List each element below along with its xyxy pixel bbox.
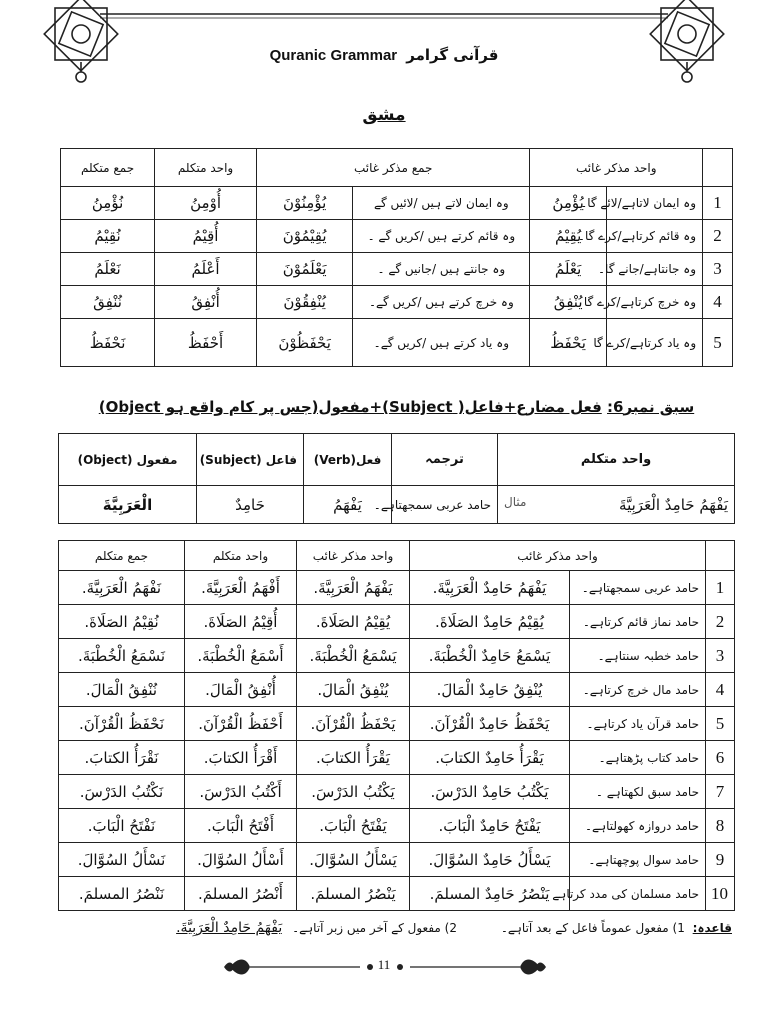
col-number bbox=[706, 541, 735, 571]
arabic-he: يَقْرَأُ الكتابَ. bbox=[297, 741, 410, 775]
table-row bbox=[61, 319, 733, 367]
example-verb: يَفْهَمُ bbox=[304, 486, 392, 524]
arabic-they: يُنْفِقُوْنَ bbox=[256, 286, 352, 319]
arabic-we: نَحْفَظُ bbox=[61, 319, 155, 367]
arabic-we: نَكْتُبُ الدَرْسَ. bbox=[59, 775, 185, 809]
urdu-translation: حامد قرآن یاد کرتاہے۔ bbox=[570, 707, 706, 741]
meaning-they: وہ یاد کرتے ہیں /کریں گے۔ bbox=[353, 319, 530, 367]
header-translation: ترجمہ bbox=[392, 434, 498, 486]
header-we: جمع متکلم bbox=[61, 149, 155, 187]
lesson-text: فعل مضارع+فاعل( Subject)+مفعول(جس پر کام واقع ہو Object) bbox=[98, 398, 602, 416]
arabic-i: أُقِيْمُ الصَلَاةَ. bbox=[185, 605, 297, 639]
arabic-i: أُنْفِقُ bbox=[155, 286, 257, 319]
page-number: 11 bbox=[377, 957, 391, 972]
arabic-they: يُؤْمِنُوْنَ bbox=[256, 187, 352, 220]
urdu-translation: حامد خطبہ سنتاہے۔ bbox=[570, 639, 706, 673]
header-i: واحد متکلم bbox=[185, 541, 297, 571]
arabic-they: يَعْلَمُوْنَ bbox=[256, 253, 352, 286]
arabic-we: نَسْأَلُ السُوَّالَ. bbox=[59, 843, 185, 877]
arabic-i: أَسْأَلُ السُوَّالَ. bbox=[185, 843, 297, 877]
table-row bbox=[59, 605, 735, 639]
arabic-i: أُنْفِقُ الْمَالَ. bbox=[185, 673, 297, 707]
row-number: 3 bbox=[706, 639, 735, 673]
header-subject: فاعل (Subject) bbox=[197, 434, 304, 486]
table-row bbox=[59, 673, 735, 707]
table3-body bbox=[59, 571, 735, 911]
arabic-he: يَفْهَمُ الْعَرَبِيَّةَ. bbox=[297, 571, 410, 605]
arabic-he: يُنْفِقُ الْمَالَ. bbox=[297, 673, 410, 707]
table-example bbox=[58, 433, 735, 524]
header-i: واحد متکلم bbox=[155, 149, 257, 187]
meaning-he: وہ یاد کرتاہے/کرے گا bbox=[606, 319, 702, 367]
arabic-sentence: يَكْتُبُ حَامِدٌ الدَرْسَ. bbox=[410, 775, 570, 809]
urdu-translation: حامد نماز قائم کرتاہے۔ bbox=[570, 605, 706, 639]
lesson-heading bbox=[60, 398, 733, 416]
row-number: 2 bbox=[706, 605, 735, 639]
arabic-sentence: يَفْهَمُ حَامِدٌ الْعَرَبِيَّةَ. bbox=[410, 571, 570, 605]
urdu-translation: حامد مال خرچ کرتاہے۔ bbox=[570, 673, 706, 707]
arabic-sentence: يُقِيْمُ حَامِدٌ الصَلَاةَ. bbox=[410, 605, 570, 639]
row-number: 2 bbox=[703, 220, 733, 253]
arabic-i: أَفْهَمُ الْعَرَبِيَّةَ. bbox=[185, 571, 297, 605]
rule-line bbox=[60, 920, 732, 936]
rule-label: قاعدہ: bbox=[692, 921, 732, 935]
row-number: 1 bbox=[706, 571, 735, 605]
arabic-i: أُقِيْمُ bbox=[155, 220, 257, 253]
left-star-ornament-icon bbox=[44, 0, 118, 82]
table-row bbox=[59, 741, 735, 775]
arabic-we: نَنْصُرُ المسلمَ. bbox=[59, 877, 185, 911]
arabic-he: يَحْفَظُ الْقُرْآنَ. bbox=[297, 707, 410, 741]
table-row bbox=[59, 775, 735, 809]
arabic-he: يَنْصُرُ المسلمَ. bbox=[297, 877, 410, 911]
meaning-he: وہ قائم کرتاہے/کرے گا۔ bbox=[606, 220, 702, 253]
meaning-they: وہ خرچ کرتے ہیں /کریں گے۔ bbox=[353, 286, 530, 319]
arabic-i: أَسْمَعُ الْخُطْبَةَ. bbox=[185, 639, 297, 673]
arabic-they: يُقِيْمُوْنَ bbox=[256, 220, 352, 253]
header-verb: فعل(Verb) bbox=[304, 434, 392, 486]
table-exercise-conjugation bbox=[60, 148, 733, 367]
arabic-sentence: يَنْصُرُ حَامِدٌ المسلمَ. bbox=[410, 877, 570, 911]
example-object: الْعَرَبِيَّةَ bbox=[59, 486, 197, 524]
header-singular-first-person: واحد متکلم bbox=[498, 434, 735, 486]
arabic-i: أَقْرَأُ الكتابَ. bbox=[185, 741, 297, 775]
row-number: 1 bbox=[703, 187, 733, 220]
arabic-we: نَفْتَحُ الْبَابَ. bbox=[59, 809, 185, 843]
row-number: 3 bbox=[703, 253, 733, 286]
arabic-i: أَنْصُرُ المسلمَ. bbox=[185, 877, 297, 911]
arabic-he: يَسْمَعُ الْخُطْبَةَ. bbox=[297, 639, 410, 673]
arabic-he: يُنْفِقُ bbox=[530, 286, 606, 319]
arabic-we: نَقْرَأُ الكتابَ. bbox=[59, 741, 185, 775]
row-number: 9 bbox=[706, 843, 735, 877]
arabic-i: أَعْلَمُ bbox=[155, 253, 257, 286]
title-english: Quranic Grammar bbox=[269, 47, 398, 64]
arabic-we: نَعْلَمُ bbox=[61, 253, 155, 286]
table-row bbox=[59, 877, 735, 911]
arabic-i: أَحْفَظُ bbox=[155, 319, 257, 367]
urdu-translation: حامد سوال پوچھتاہے۔ bbox=[570, 843, 706, 877]
arabic-i: أَفْتَحُ الْبَابَ. bbox=[185, 809, 297, 843]
header-object: مفعول (Object) bbox=[59, 434, 197, 486]
meaning-he: وہ خرچ کرتاہے/کرے گا bbox=[606, 286, 702, 319]
urdu-translation: حامد عربی سمجھتاہے۔ bbox=[570, 571, 706, 605]
arabic-he: يَكْتُبُ الدَرْسَ. bbox=[297, 775, 410, 809]
meaning-they: وہ جانتے ہیں /جانیں گے ۔ bbox=[353, 253, 530, 286]
rule-example: يَفْهَمُ حَامِدٌ الْعَرَبِيَّةَ. bbox=[176, 920, 283, 936]
right-star-ornament-icon bbox=[650, 0, 724, 82]
header-he: واحد مذکر غائب bbox=[297, 541, 410, 571]
row-number: 5 bbox=[703, 319, 733, 367]
arabic-he: يُؤْمِنُ bbox=[530, 187, 606, 220]
table-row bbox=[59, 707, 735, 741]
header-we: جمع متکلم bbox=[59, 541, 185, 571]
table-row bbox=[59, 571, 735, 605]
table-row bbox=[61, 286, 733, 319]
meaning-he: وہ ایمان لاتاہے/لائے گا۔ bbox=[606, 187, 702, 220]
meaning-they: وہ ایمان لاتے ہیں /لائیں گے bbox=[353, 187, 530, 220]
urdu-translation: حامد دروازہ کھولتاہے۔ bbox=[570, 809, 706, 843]
arabic-he: يَفْتَحُ الْبَابَ. bbox=[297, 809, 410, 843]
row-number: 5 bbox=[706, 707, 735, 741]
arabic-they: يَحْفَظُوْنَ bbox=[256, 319, 352, 367]
rule-one: 1) مفعول عموماً فاعل کے بعد آتاہے۔ bbox=[500, 921, 685, 935]
arabic-sentence: يَسْأَلُ حَامِدٌ السُوَّالَ. bbox=[410, 843, 570, 877]
meaning-they: وہ قائم کرتے ہیں /کریں گے ۔ bbox=[353, 220, 530, 253]
row-number: 4 bbox=[703, 286, 733, 319]
example-cell bbox=[498, 486, 735, 524]
header-they: جمع مذکر غائب bbox=[256, 149, 529, 187]
row-number: 4 bbox=[706, 673, 735, 707]
col-number bbox=[703, 149, 733, 187]
table-row bbox=[61, 253, 733, 286]
urdu-translation: حامد سبق لکھتاہے ۔ bbox=[570, 775, 706, 809]
arabic-sentence: يُنْفِقُ حَامِدٌ الْمَالَ. bbox=[410, 673, 570, 707]
arabic-he: يَعْلَمُ bbox=[530, 253, 606, 286]
urdu-translation: حامد کتاب پڑھتاہے۔ bbox=[570, 741, 706, 775]
title-urdu: قرآنی گرامر bbox=[406, 46, 499, 64]
urdu-translation: حامد مسلمان کی مدد کرتاہے bbox=[570, 877, 706, 911]
lesson-label: سبق نمبر6: bbox=[607, 398, 695, 416]
table-row bbox=[59, 639, 735, 673]
arabic-i: أَحْفَظُ الْقُرْآنَ. bbox=[185, 707, 297, 741]
page-title bbox=[0, 45, 768, 64]
table-sentences bbox=[58, 540, 735, 911]
exercise-title: مشق bbox=[362, 105, 406, 125]
header-he-sentence: واحد مذکر غائب bbox=[410, 541, 706, 571]
arabic-sentence: يَقْرَأُ حَامِدٌ الكتابَ. bbox=[410, 741, 570, 775]
meaning-he: وہ جانتاہے/جانے گا۔ bbox=[606, 253, 702, 286]
arabic-we: نُقِيْمُ bbox=[61, 220, 155, 253]
arabic-we: نَسْمَعُ الْخُطْبَةَ. bbox=[59, 639, 185, 673]
arabic-i: أُوْمِنُ bbox=[155, 187, 257, 220]
row-number: 7 bbox=[706, 775, 735, 809]
arabic-sentence: يَحْفَظُ حَامِدٌ الْقُرْآنَ. bbox=[410, 707, 570, 741]
arabic-we: نُنْفِقُ bbox=[61, 286, 155, 319]
table-row bbox=[61, 187, 733, 220]
table-row bbox=[61, 220, 733, 253]
row-number: 10 bbox=[706, 877, 735, 911]
arabic-we: نَحْفَظُ الْقُرْآنَ. bbox=[59, 707, 185, 741]
arabic-we: نُؤْمِنُ bbox=[61, 187, 155, 220]
arabic-sentence: يَفْتَحُ حَامِدٌ الْبَابَ. bbox=[410, 809, 570, 843]
rule-two: 2) مفعول کے آخر میں زبر آتاہے۔ bbox=[292, 921, 457, 935]
example-subject: حَامِدٌ bbox=[197, 486, 304, 524]
example-sentence: يَفْهَمُ حَامِدٌ الْعَرَبِيَّةَ bbox=[619, 496, 728, 514]
arabic-we: نَفْهَمُ الْعَرَبِيَّةَ. bbox=[59, 571, 185, 605]
header-he: واحد مذکر غائب bbox=[530, 149, 703, 187]
table1-body bbox=[61, 187, 733, 367]
row-number: 8 bbox=[706, 809, 735, 843]
arabic-sentence: يَسْمَعُ حَامِدٌ الْخُطْبَةَ. bbox=[410, 639, 570, 673]
arabic-he: يُقِيْمُ bbox=[530, 220, 606, 253]
arabic-we: نُنْفِقُ الْمَالَ. bbox=[59, 673, 185, 707]
row-number: 6 bbox=[706, 741, 735, 775]
example-translation: حامد عربی سمجھتاہے۔ bbox=[392, 486, 498, 524]
table-row bbox=[59, 809, 735, 843]
arabic-he: يُقِيْمُ الصَلَاةَ. bbox=[297, 605, 410, 639]
arabic-he: يَحْفَظُ bbox=[530, 319, 606, 367]
arabic-i: أَكْتُبُ الدَرْسَ. bbox=[185, 775, 297, 809]
arabic-we: نُقِيْمُ الصَلَاةَ. bbox=[59, 605, 185, 639]
example-label: مثال bbox=[504, 495, 527, 509]
arabic-he: يَسْأَلُ السُوَّالَ. bbox=[297, 843, 410, 877]
table-row bbox=[59, 843, 735, 877]
